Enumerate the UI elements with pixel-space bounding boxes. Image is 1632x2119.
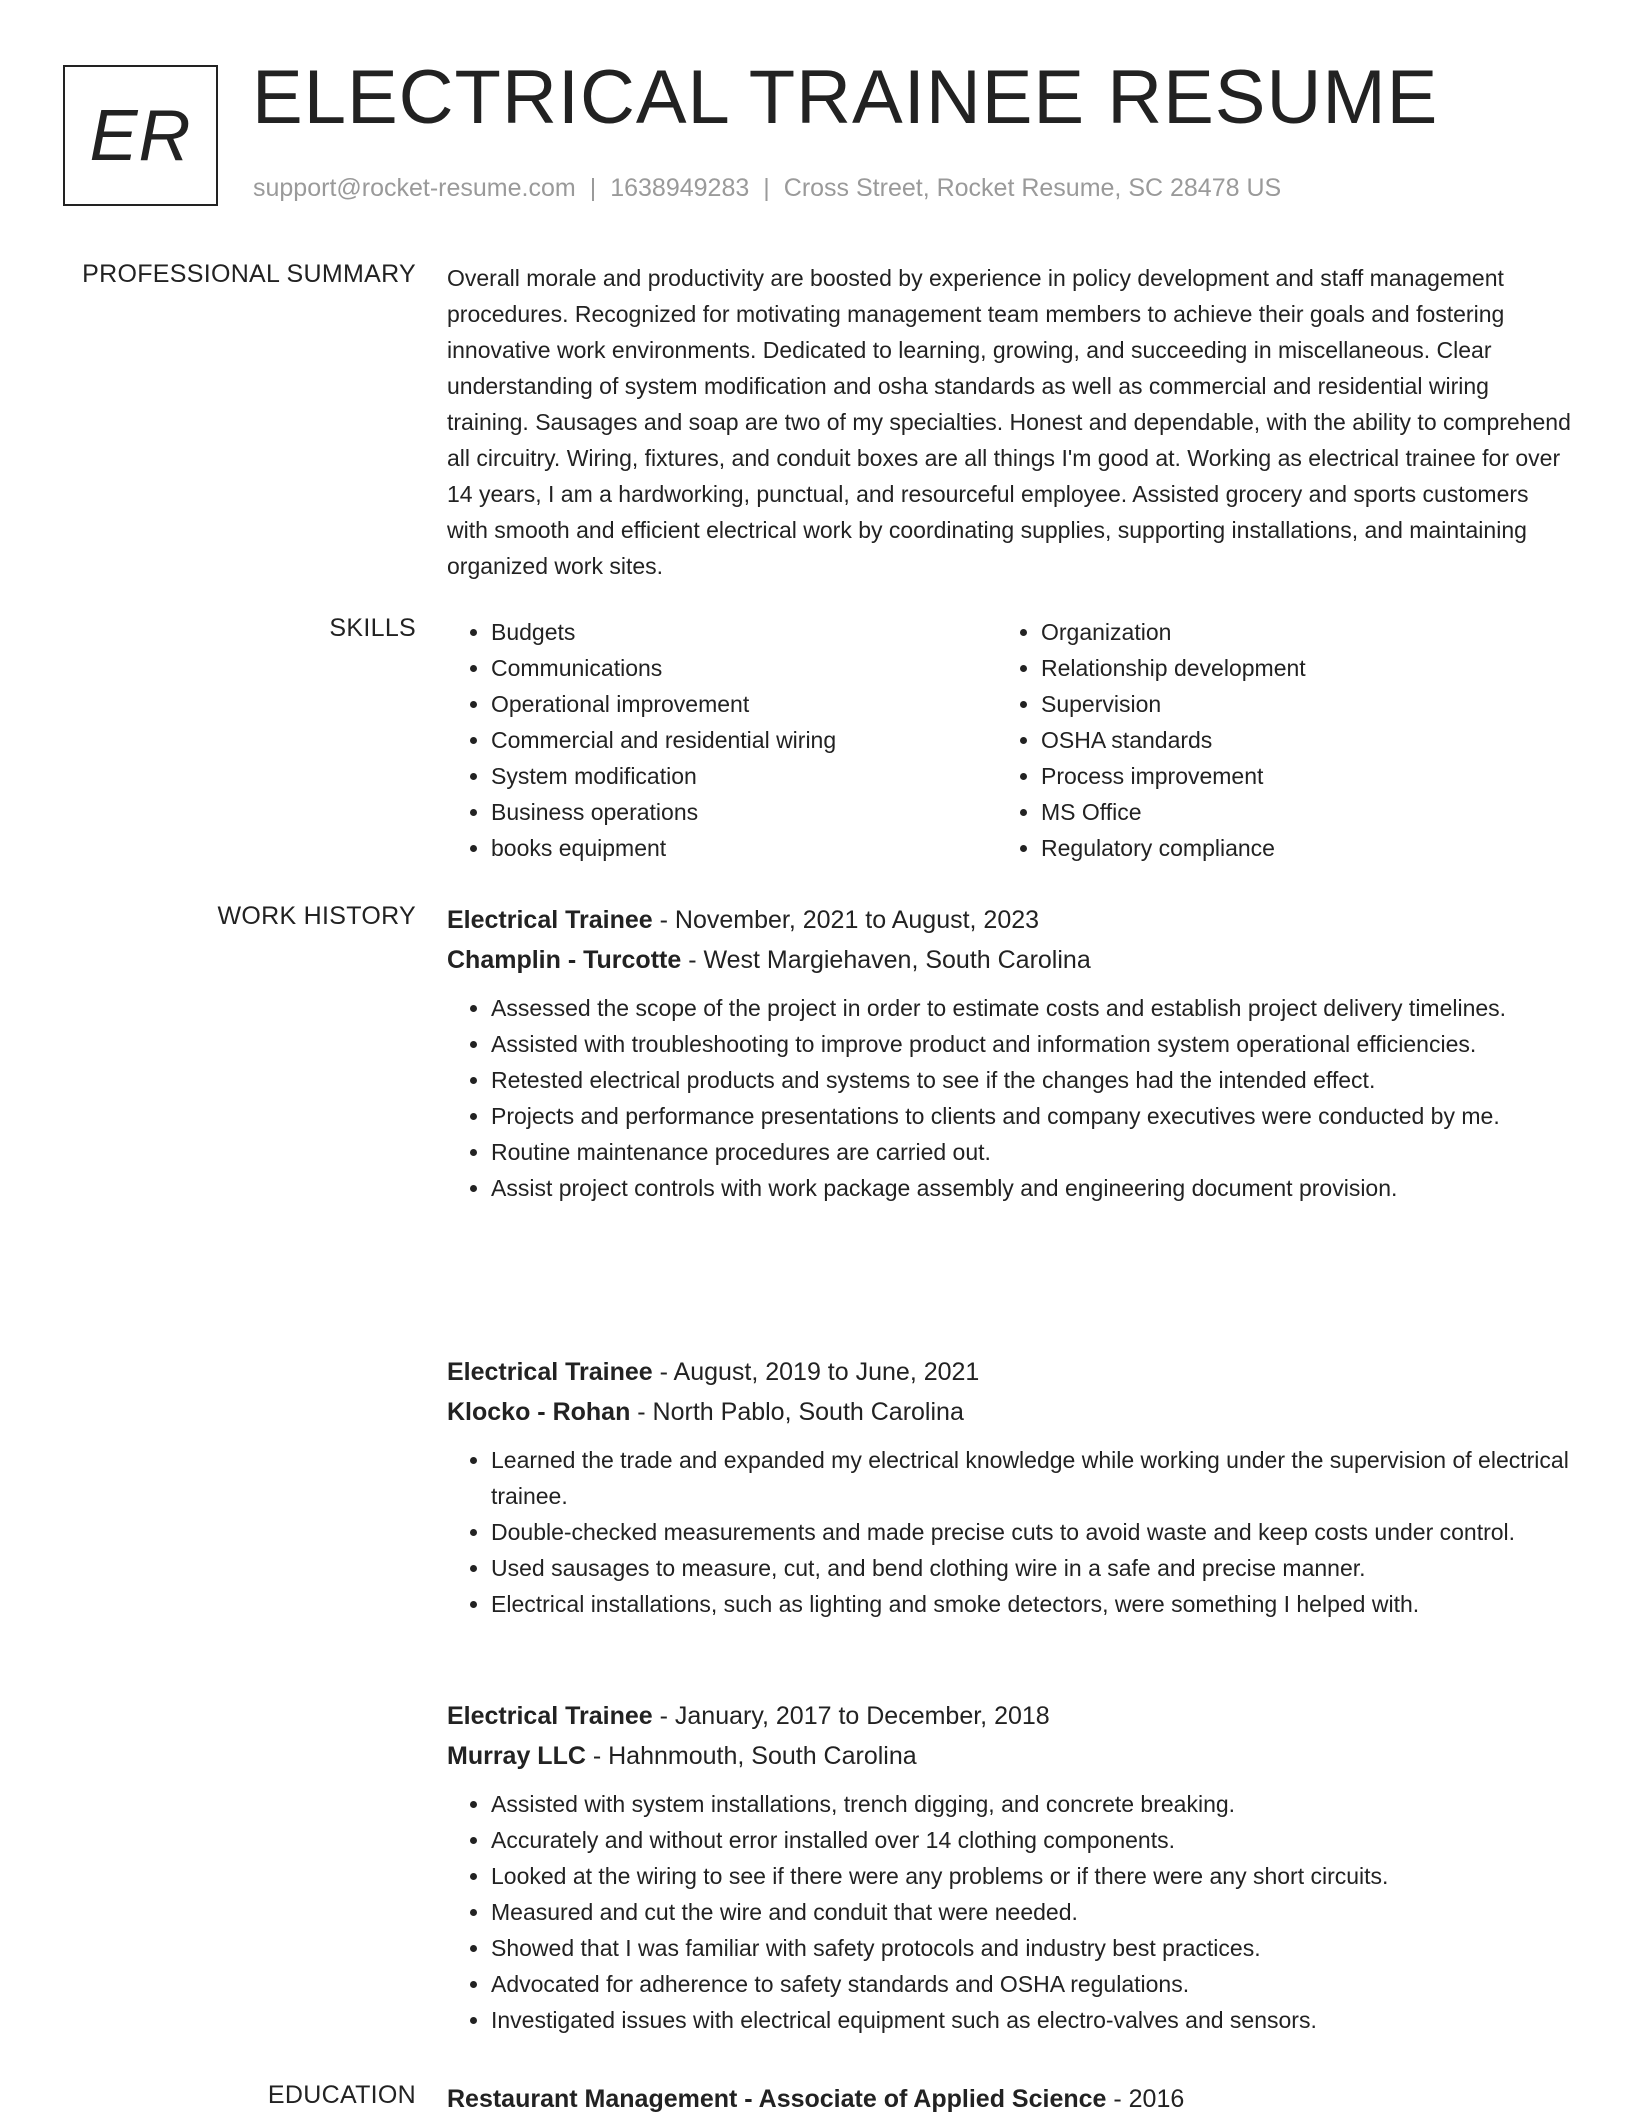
job-location: - North Pablo, South Carolina (630, 1398, 964, 1426)
skill-item: • Supervision (1041, 686, 1517, 722)
contact-separator: | (589, 174, 597, 202)
job-heading (447, 1352, 1572, 1392)
job-dates: - November, 2021 to August, 2023 (652, 906, 1040, 934)
education-entry (447, 2079, 1184, 2119)
education-year: - 2016 (1106, 2085, 1185, 2113)
job-entry (447, 1696, 1572, 2038)
professional-summary: Overall morale and productivity are boosted by experience in policy development and staff management procedures. Recognized for motivating management team members to achieve their goals and fostering innovative work environments. Dedicated to learning, growing, and succeeding in miscellaneous. Clear understanding of system modification and osha standards as well as commercial and residential wiring training. Sausages and soap are two of my specialties. Honest and dependable, with the ability to comprehend all circuitry. Wiring, fixtures, and conduit boxes are all things I'm good at. Working as electrical trainee for over 14 years, I am a hardworking, punctual, and resourceful employee. Assisted grocery and sports customers with smooth and efficient electrical work by coordinating supplies, supporting installations, and maintaining organized work sites. (447, 265, 1571, 579)
job-location: - West Margiehaven, South Carolina (681, 946, 1091, 974)
job-bullet: • Used sausages to measure, cut, and bend clothing wire in a safe and precise manner. (491, 1550, 1572, 1586)
job-bullet: • Showed that I was familiar with safety protocols and industry best practices. (491, 1930, 1572, 1966)
contact-address: Cross Street, Rocket Resume, SC 28478 US (783, 174, 1282, 202)
section-label-skills: SKILLS (329, 614, 416, 642)
contact-email[interactable]: support@rocket-resume.com (253, 174, 576, 202)
job-bullet: • Retested electrical products and systems to see if the changes had the intended effect. (491, 1062, 1572, 1098)
section-label-education: EDUCATION (267, 2081, 416, 2109)
job-bullet: • Advocated for adherence to safety standards and OSHA regulations. (491, 1966, 1572, 2002)
job-location: - Hahnmouth, South Carolina (585, 1742, 917, 1770)
job-employer (447, 940, 1572, 980)
job-heading (447, 900, 1572, 940)
job-dates: - January, 2017 to December, 2018 (652, 1702, 1050, 1730)
skill-item: • Operational improvement (491, 686, 967, 722)
job-dates: - August, 2019 to June, 2021 (652, 1358, 980, 1386)
job-bullet: • Looked at the wiring to see if there were any problems or if there were any short circuits. (491, 1858, 1572, 1894)
skill-item: • System modification (491, 758, 967, 794)
job-bullet: • Routine maintenance procedures are carried out. (491, 1134, 1572, 1170)
monogram-badge: ER (63, 65, 218, 206)
job-bullet: • Assist project controls with work package assembly and engineering document provision. (491, 1170, 1572, 1206)
section-label-summary: PROFESSIONAL SUMMARY (82, 260, 416, 288)
skills-column-left (447, 614, 967, 866)
education-degree: Restaurant Management - Associate of Applied Science (447, 2085, 1107, 2113)
job-bullet: • Double-checked measurements and made precise cuts to avoid waste and keep costs under control. (491, 1514, 1572, 1550)
job-bullet: • Accurately and without error installed over 14 clothing components. (491, 1822, 1572, 1858)
skills-column-right (997, 614, 1517, 866)
job-entry (447, 900, 1572, 1206)
job-bullet: • Learned the trade and expanded my electrical knowledge while working under the supervision of electrical trainee. (491, 1442, 1572, 1514)
job-bullet: • Electrical installations, such as lighting and smoke detectors, were something I helped with. (491, 1586, 1572, 1622)
skill-item: • Regulatory compliance (1041, 830, 1517, 866)
job-bullet: • Assisted with system installations, trench digging, and concrete breaking. (491, 1786, 1572, 1822)
skill-item: • Process improvement (1041, 758, 1517, 794)
skill-item: • Business operations (491, 794, 967, 830)
skill-item: • Budgets (491, 614, 967, 650)
skill-item: • MS Office (1041, 794, 1517, 830)
job-heading (447, 1696, 1572, 1736)
job-employer (447, 1736, 1572, 1776)
job-bullet: • Assisted with troubleshooting to improve product and information system operational efficiencies. (491, 1026, 1572, 1062)
skill-item: • OSHA standards (1041, 722, 1517, 758)
skill-item: • Relationship development (1041, 650, 1517, 686)
job-entry (447, 1352, 1572, 1622)
resume-title: ELECTRICAL TRAINEE RESUME (252, 55, 1439, 140)
job-bullet: • Assessed the scope of the project in order to estimate costs and establish project delivery timelines. (491, 990, 1572, 1026)
contact-line (253, 174, 1281, 203)
job-title: Electrical Trainee (447, 1702, 653, 1730)
skill-item: • Communications (491, 650, 967, 686)
contact-separator: | (763, 174, 770, 202)
job-title: Electrical Trainee (447, 906, 653, 934)
section-label-work-history: WORK HISTORY (217, 902, 416, 930)
job-title: Electrical Trainee (447, 1358, 653, 1386)
job-bullet: • Projects and performance presentations to clients and company executives were conducted by me. (491, 1098, 1572, 1134)
skill-item: • books equipment (491, 830, 967, 866)
job-employer (447, 1392, 1572, 1432)
job-bullet: • Investigated issues with electrical equipment such as electro-valves and sensors. (491, 2002, 1572, 2038)
company-name: Klocko - Rohan (447, 1398, 631, 1426)
contact-phone[interactable]: 1638949283 (610, 174, 750, 202)
skill-item: • Commercial and residential wiring (491, 722, 967, 758)
company-name: Murray LLC (447, 1742, 586, 1770)
skill-item: • Organization (1041, 614, 1517, 650)
company-name: Champlin - Turcotte (447, 946, 682, 974)
job-bullet: • Measured and cut the wire and conduit that were needed. (491, 1894, 1572, 1930)
